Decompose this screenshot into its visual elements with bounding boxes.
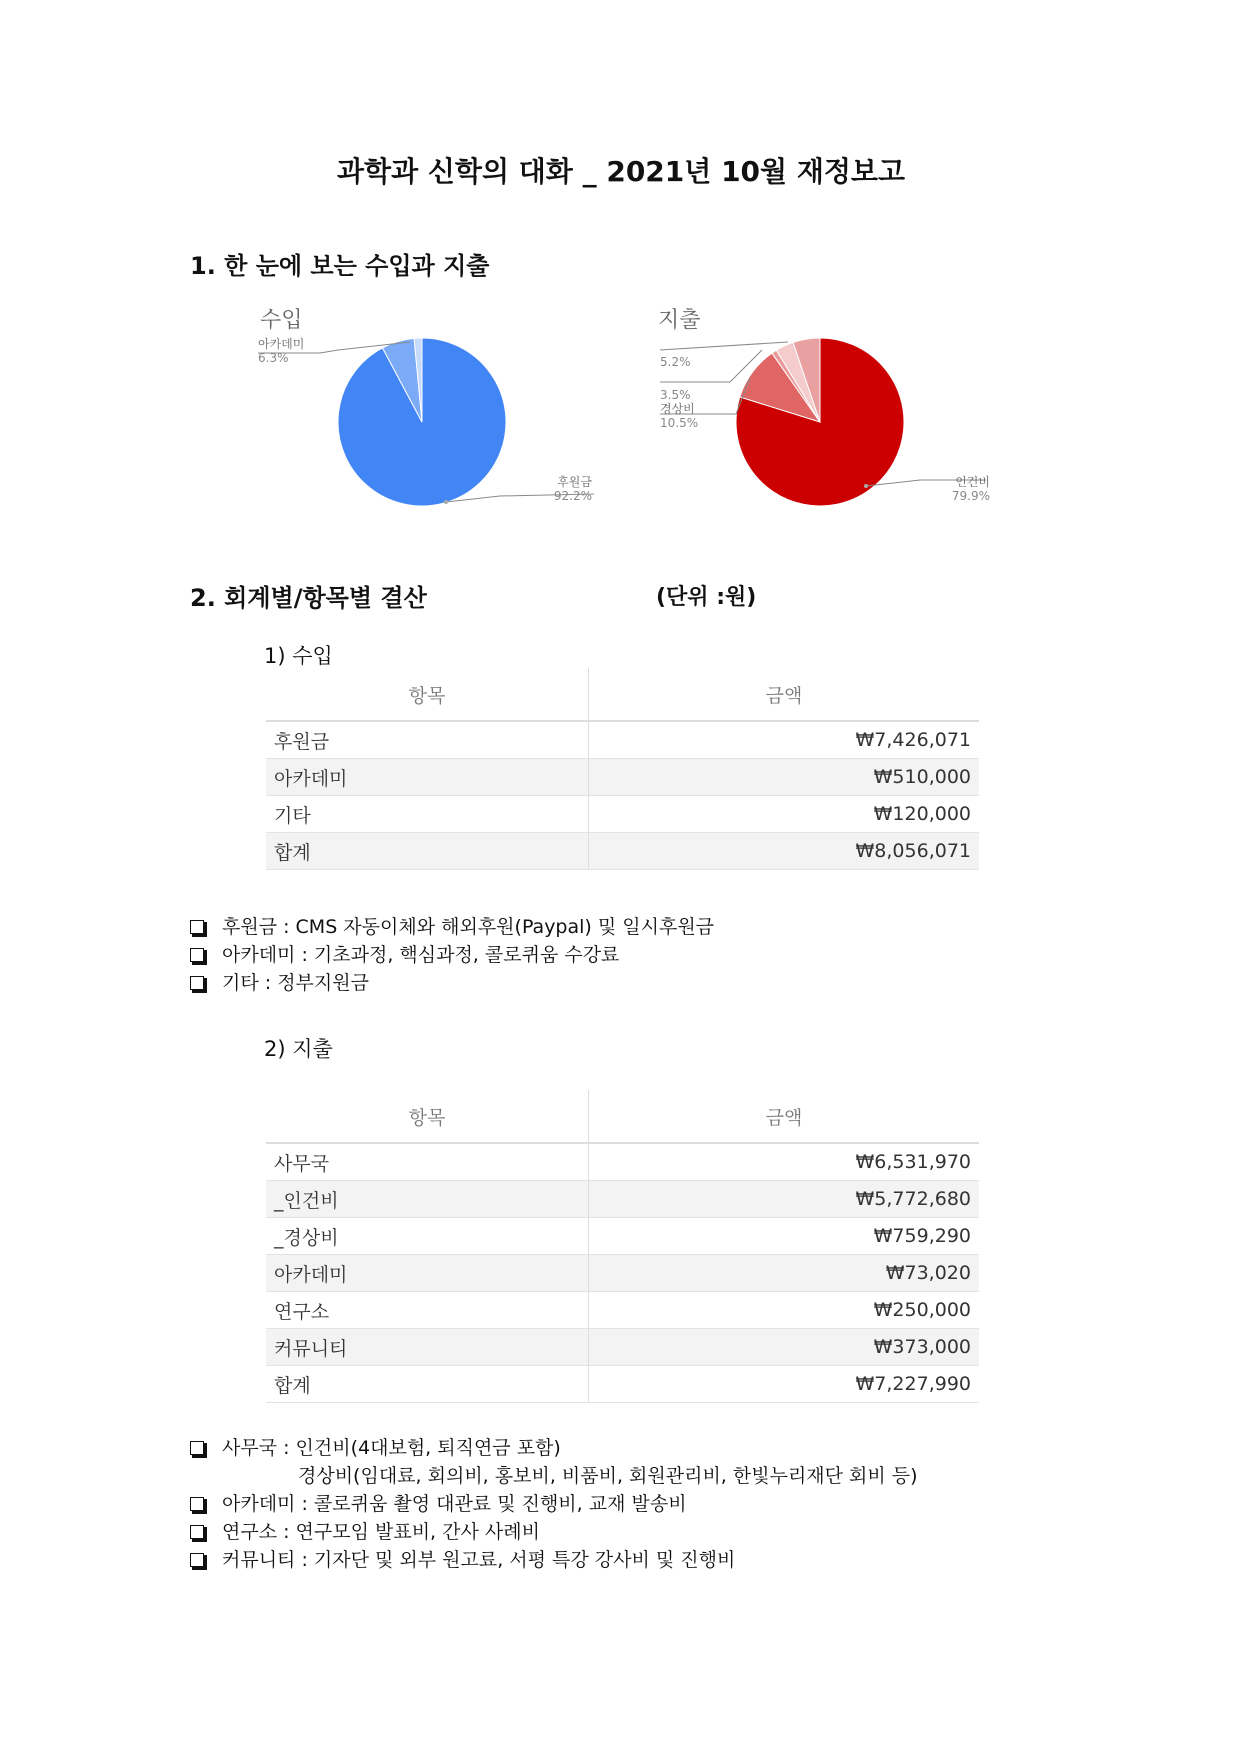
table-row xyxy=(266,1329,979,1366)
checkbox-bullet-icon xyxy=(190,1497,204,1511)
income-header-item: 항목 xyxy=(266,668,589,721)
income-notes xyxy=(190,913,714,997)
table-row xyxy=(266,796,979,833)
expense-notes xyxy=(190,1434,918,1574)
page-title: 과학과 신학의 대화 _ 2021년 10월 재정보고 xyxy=(336,155,906,188)
unit-note: (단위 :원) xyxy=(656,585,757,610)
note-text: 사무국 : 인건비(4대보험, 퇴직연금 포함) xyxy=(222,1437,561,1459)
checkbox-bullet-icon xyxy=(190,1525,204,1539)
income-header-amount: 금액 xyxy=(589,668,980,721)
expense-header-item: 항목 xyxy=(266,1090,589,1143)
note-text: 후원금 : CMS 자동이체와 해외후원(Paypal) 및 일시후원금 xyxy=(222,916,715,938)
income-label-academy: 아카데미 6.3% xyxy=(258,337,305,365)
row-amount: ₩250,000 xyxy=(589,1292,980,1329)
income-table xyxy=(266,668,979,870)
section-heading-overview: 1. 한 눈에 보는 수입과 지출 xyxy=(190,252,490,280)
row-label: _인건비 xyxy=(266,1181,589,1218)
expense-label-5-2: 5.2% xyxy=(660,355,691,369)
expense-label-3-5: 3.5% xyxy=(660,388,691,402)
row-amount: ₩73,020 xyxy=(589,1255,980,1292)
checkbox-bullet-icon xyxy=(190,948,204,962)
note-text: 아카데미 : 기초과정, 핵심과정, 콜로퀴움 수강료 xyxy=(222,944,620,966)
list-item xyxy=(190,969,714,997)
row-label: 후원금 xyxy=(266,721,589,759)
row-amount: ₩7,227,990 xyxy=(589,1366,980,1403)
expense-header-amount: 금액 xyxy=(589,1090,980,1143)
row-amount: ₩6,531,970 xyxy=(589,1143,980,1181)
income-label-donation: 후원금 92.2% xyxy=(553,475,592,503)
table-row xyxy=(266,1366,979,1403)
list-item xyxy=(190,913,714,941)
table-row xyxy=(266,833,979,870)
row-label: 합계 xyxy=(266,1366,589,1403)
note-text: 아카데미 : 콜로퀴움 촬영 대관료 및 진행비, 교재 발송비 xyxy=(222,1493,687,1515)
expense-leader-dot xyxy=(864,484,868,488)
note-text: 커뮤니티 : 기자단 및 외부 원고료, 서평 특강 강사비 및 진행비 xyxy=(222,1549,736,1571)
income-leader-dot xyxy=(444,500,448,504)
expense-table xyxy=(266,1090,979,1403)
note-text: 연구소 : 연구모임 발표비, 간사 사례비 xyxy=(222,1521,540,1543)
list-item xyxy=(190,1434,918,1462)
table-row xyxy=(266,1181,979,1218)
subheading-income: 1) 수입 xyxy=(264,644,333,668)
checkbox-bullet-icon xyxy=(190,1553,204,1567)
row-label: 커뮤니티 xyxy=(266,1329,589,1366)
table-row xyxy=(266,1218,979,1255)
table-row xyxy=(266,759,979,796)
expense-leader-5-2 xyxy=(660,342,788,350)
row-label: 사무국 xyxy=(266,1143,589,1181)
row-label: 아카데미 xyxy=(266,759,589,796)
subheading-expense: 2) 지출 xyxy=(264,1037,333,1061)
table-row xyxy=(266,1255,979,1292)
list-item xyxy=(190,941,714,969)
row-label: 연구소 xyxy=(266,1292,589,1329)
list-item-continuation: 경상비(임대료, 회의비, 홍보비, 비품비, 회원관리비, 한빛누리재단 회비 등) xyxy=(298,1465,918,1487)
expense-chart-title: 지출 xyxy=(658,308,701,333)
list-item xyxy=(190,1546,918,1574)
checkbox-bullet-icon xyxy=(190,1441,204,1455)
row-amount: ₩8,056,071 xyxy=(589,833,980,870)
row-amount: ₩7,426,071 xyxy=(589,721,980,759)
expense-label-overhead: 경상비 10.5% xyxy=(660,402,699,430)
row-label: 아카데미 xyxy=(266,1255,589,1292)
row-label: 기타 xyxy=(266,796,589,833)
row-label: 합계 xyxy=(266,833,589,870)
note-text: 기타 : 정부지원금 xyxy=(222,972,369,994)
income-chart-title: 수입 xyxy=(260,308,303,333)
row-amount: ₩5,772,680 xyxy=(589,1181,980,1218)
table-row xyxy=(266,721,979,759)
row-amount: ₩373,000 xyxy=(589,1329,980,1366)
row-amount: ₩759,290 xyxy=(589,1218,980,1255)
table-row xyxy=(266,1143,979,1181)
list-item xyxy=(190,1490,918,1518)
row-amount: ₩120,000 xyxy=(589,796,980,833)
row-amount: ₩510,000 xyxy=(589,759,980,796)
checkbox-bullet-icon xyxy=(190,976,204,990)
list-item xyxy=(190,1518,918,1546)
expense-label-labor: 인건비 79.9% xyxy=(951,475,990,503)
checkbox-bullet-icon xyxy=(190,920,204,934)
row-label: _경상비 xyxy=(266,1218,589,1255)
table-row xyxy=(266,1292,979,1329)
section-heading-settlement: 2. 회계별/항목별 결산 xyxy=(190,584,427,612)
